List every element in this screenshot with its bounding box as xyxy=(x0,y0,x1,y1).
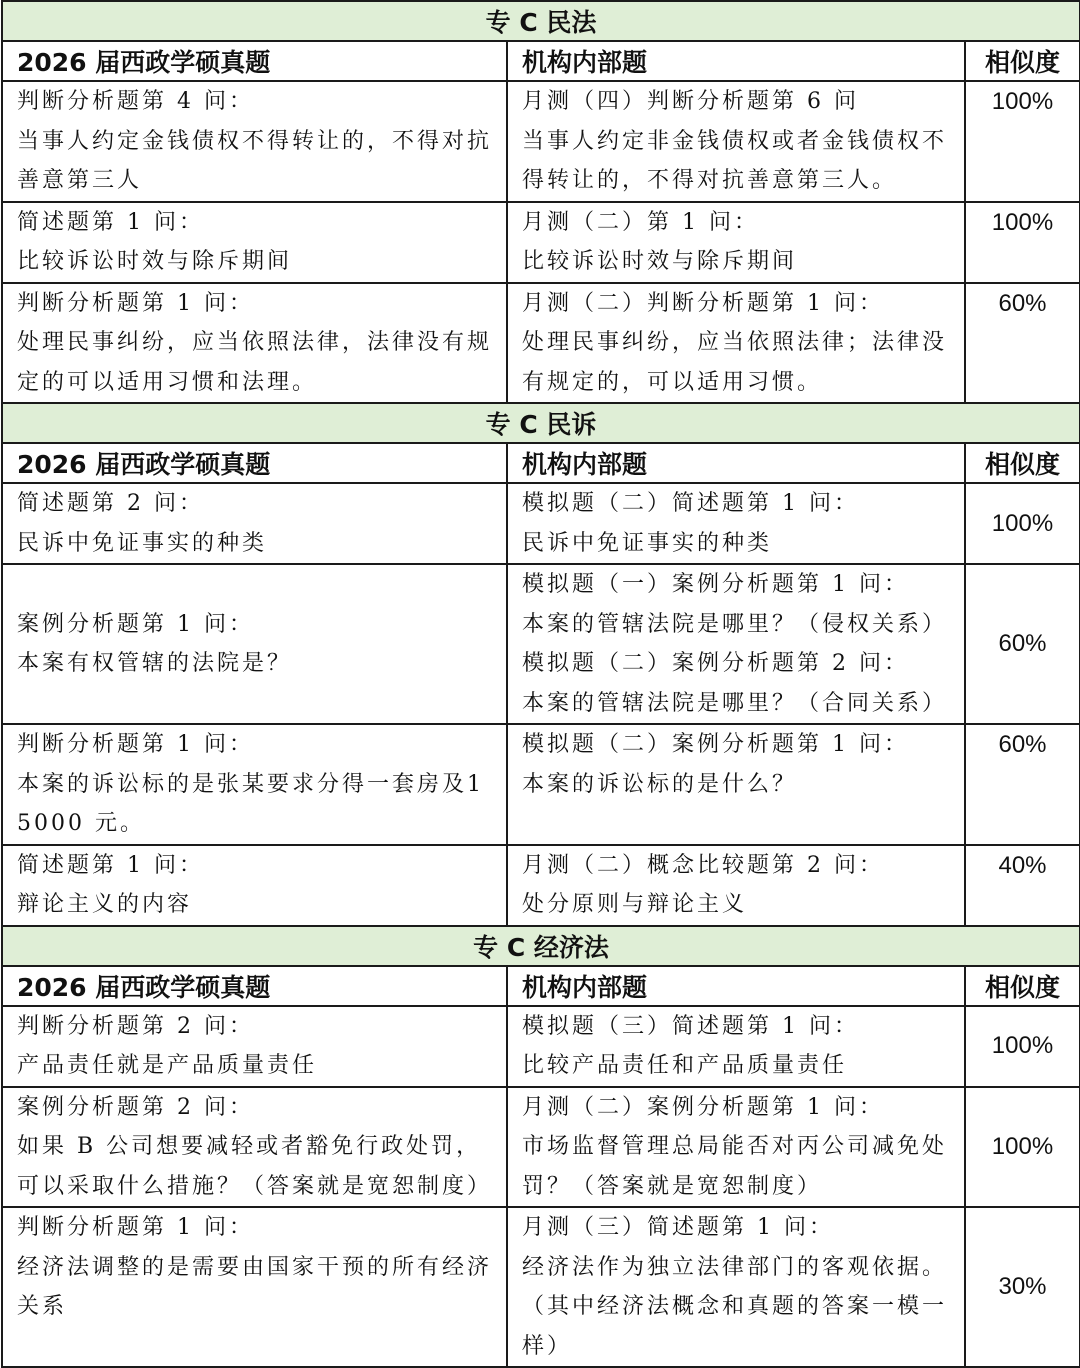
section-title-row xyxy=(2,403,1080,443)
similarity-cell: 60% xyxy=(965,283,1080,404)
column-header-similarity: 相似度 xyxy=(965,41,1080,81)
exam-question-cell: 简述题第 2 问： 民诉中免证事实的种类 xyxy=(2,483,507,564)
similarity-cell: 100% xyxy=(965,1006,1080,1087)
similarity-cell: 100% xyxy=(965,1087,1080,1208)
exam-question-cell: 案例分析题第 1 问： 本案有权管辖的法院是？ xyxy=(2,564,507,724)
exam-question-cell: 判断分析题第 2 问： 产品责任就是产品质量责任 xyxy=(2,1006,507,1087)
table-row xyxy=(2,1006,1080,1087)
similarity-cell: 60% xyxy=(965,724,1080,845)
exam-question-cell: 判断分析题第 4 问： 当事人约定金钱债权不得转让的，不得对抗善意第三人 xyxy=(2,81,507,202)
similarity-cell: 100% xyxy=(965,483,1080,564)
column-header-similarity: 相似度 xyxy=(965,966,1080,1006)
table-header-row xyxy=(2,443,1080,483)
internal-question-cell: 月测（二）案例分析题第 1 问： 市场监督管理总局能否对丙公司减免处罚？（答案就是宽恕制度） xyxy=(507,1087,965,1208)
similarity-cell: 40% xyxy=(965,845,1080,926)
comparison-sheet xyxy=(1,0,1079,1368)
exam-question-cell: 判断分析题第 1 问： 处理民事纠纷，应当依照法律，法律没有规定的可以适用习惯和法理。 xyxy=(2,283,507,404)
column-header-exam: 2026 届西政学硕真题 xyxy=(2,966,507,1006)
similarity-cell: 100% xyxy=(965,202,1080,283)
internal-question-cell: 模拟题（三）简述题第 1 问： 比较产品责任和产品质量责任 xyxy=(507,1006,965,1087)
column-header-exam: 2026 届西政学硕真题 xyxy=(2,443,507,483)
table-row xyxy=(2,1087,1080,1208)
table-header-row xyxy=(2,41,1080,81)
section-title-row xyxy=(2,926,1080,966)
internal-question-cell: 模拟题（一）案例分析题第 1 问： 本案的管辖法院是哪里？（侵权关系） 模拟题（二）案例分析题第 2 问： 本案的管辖法院是哪里？（合同关系） xyxy=(507,564,965,724)
comparison-table xyxy=(1,0,1080,1368)
column-header-org: 机构内部题 xyxy=(507,443,965,483)
table-row xyxy=(2,81,1080,202)
table-row xyxy=(2,724,1080,845)
similarity-cell: 30% xyxy=(965,1207,1080,1367)
table-row xyxy=(2,283,1080,404)
section-title-row xyxy=(2,1,1080,41)
internal-question-cell: 月测（二）概念比较题第 2 问： 处分原则与辩论主义 xyxy=(507,845,965,926)
internal-question-cell: 模拟题（二）简述题第 1 问： 民诉中免证事实的种类 xyxy=(507,483,965,564)
table-row xyxy=(2,845,1080,926)
exam-question-cell: 简述题第 1 问： 比较诉讼时效与除斥期间 xyxy=(2,202,507,283)
column-header-org: 机构内部题 xyxy=(507,966,965,1006)
internal-question-cell: 月测（四）判断分析题第 6 问 当事人约定非金钱债权或者金钱债权不得转让的，不得对抗善意第三人。 xyxy=(507,81,965,202)
table-row xyxy=(2,1207,1080,1367)
column-header-exam: 2026 届西政学硕真题 xyxy=(2,41,507,81)
similarity-cell: 100% xyxy=(965,81,1080,202)
table-row xyxy=(2,564,1080,724)
table-header-row xyxy=(2,966,1080,1006)
column-header-org: 机构内部题 xyxy=(507,41,965,81)
section-title: 专 C 民法 xyxy=(2,1,1080,41)
exam-question-cell: 判断分析题第 1 问： 经济法调整的是需要由国家干预的所有经济关系 xyxy=(2,1207,507,1367)
section-title: 专 C 民诉 xyxy=(2,403,1080,443)
exam-question-cell: 案例分析题第 2 问： 如果 B 公司想要减轻或者豁免行政处罚，可以采取什么措施？（答案就是宽恕制度） xyxy=(2,1087,507,1208)
internal-question-cell: 月测（二）判断分析题第 1 问： 处理民事纠纷，应当依照法律；法律没有规定的，可以适用习惯。 xyxy=(507,283,965,404)
column-header-similarity: 相似度 xyxy=(965,443,1080,483)
table-row xyxy=(2,202,1080,283)
exam-question-cell: 判断分析题第 1 问： 本案的诉讼标的是张某要求分得一套房及15000 元。 xyxy=(2,724,507,845)
table-row xyxy=(2,483,1080,564)
internal-question-cell: 月测（三）简述题第 1 问： 经济法作为独立法律部门的客观依据。（其中经济法概念和真题的答案一模一样） xyxy=(507,1207,965,1367)
internal-question-cell: 月测（二）第 1 问： 比较诉讼时效与除斥期间 xyxy=(507,202,965,283)
section-title: 专 C 经济法 xyxy=(2,926,1080,966)
exam-question-cell: 简述题第 1 问： 辩论主义的内容 xyxy=(2,845,507,926)
similarity-cell: 60% xyxy=(965,564,1080,724)
internal-question-cell: 模拟题（二）案例分析题第 1 问： 本案的诉讼标的是什么？ xyxy=(507,724,965,845)
